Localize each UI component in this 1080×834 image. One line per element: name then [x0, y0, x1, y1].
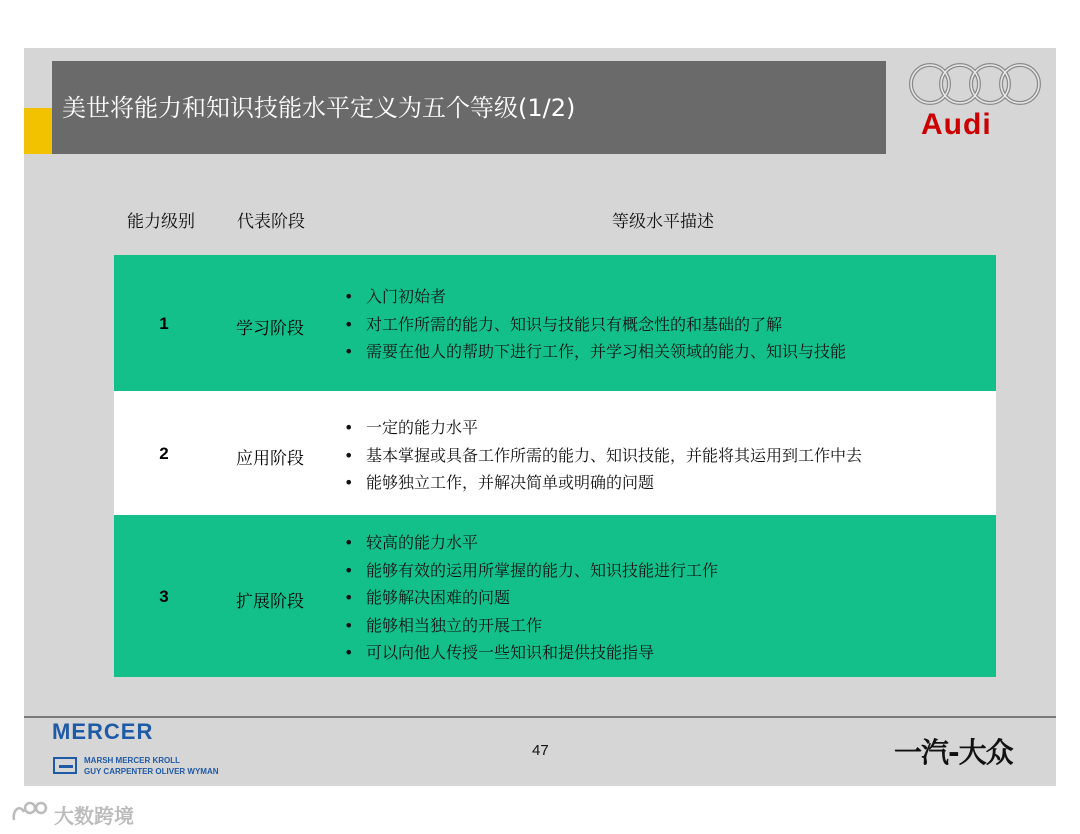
list-item: • 能够有效的运用所掌握的能力、知识技能进行工作 [344, 560, 719, 580]
list-item: • 入门初始者 [344, 287, 447, 306]
audi-rings-logo [907, 60, 1043, 108]
description-list [344, 529, 718, 667]
column-header-description: 等级水平描述 [612, 212, 714, 232]
list-item: • 能够相当独立的开展工作 [344, 615, 543, 635]
accent-bar [24, 108, 52, 154]
list-item: • 基本掌握或具备工作所需的能力、知识技能，并能将其运用到工作中去 [344, 445, 863, 465]
level-number: 2 [159, 444, 169, 463]
list-item: • 一定的能力水平 [344, 418, 479, 437]
stage-label: 应用阶段 [236, 449, 304, 469]
description-list [344, 414, 862, 497]
list-item: • 能够独立工作，并解决简单或明确的问题 [344, 473, 655, 492]
level-number: 3 [159, 587, 169, 606]
audi-logo-text: Audi [921, 108, 992, 141]
description-list [344, 283, 846, 366]
column-header-stage: 代表阶段 [237, 212, 305, 232]
watermark-icon [10, 798, 52, 828]
list-item: • 需要在他人的帮助下进行工作，并学习相关领域的能力、知识与技能 [344, 342, 847, 361]
watermark-text: 大数跨境 [54, 804, 134, 828]
list-item: • 对工作所需的能力、知识与技能只有概念性的和基础的了解 [344, 314, 783, 334]
level-number: 1 [159, 314, 169, 333]
mercer-box-icon [53, 757, 77, 774]
mercer-logo: MERCER [52, 719, 154, 744]
mercer-subtitle: MARSH MERCER KROLL [84, 756, 180, 765]
list-item: • 能够解决困难的问题 [344, 588, 511, 607]
mercer-subtitle: GUY CARPENTER OLIVER WYMAN [84, 767, 219, 776]
faw-vw-logo: 一汽-大众 [894, 736, 1013, 769]
table-row [114, 255, 996, 391]
page-number: 47 [532, 742, 549, 759]
stage-label: 扩展阶段 [236, 592, 304, 612]
list-item: • 可以向他人传授一些知识和提供技能指导 [344, 643, 655, 662]
table-row [114, 515, 996, 677]
stage-label: 学习阶段 [236, 319, 304, 339]
slide-title: 美世将能力和知识技能水平定义为五个等级(1/2) [62, 94, 576, 122]
column-header-level: 能力级别 [127, 212, 195, 232]
list-item: • 较高的能力水平 [344, 533, 479, 552]
footer-divider [24, 716, 1056, 718]
table-row [114, 391, 996, 515]
